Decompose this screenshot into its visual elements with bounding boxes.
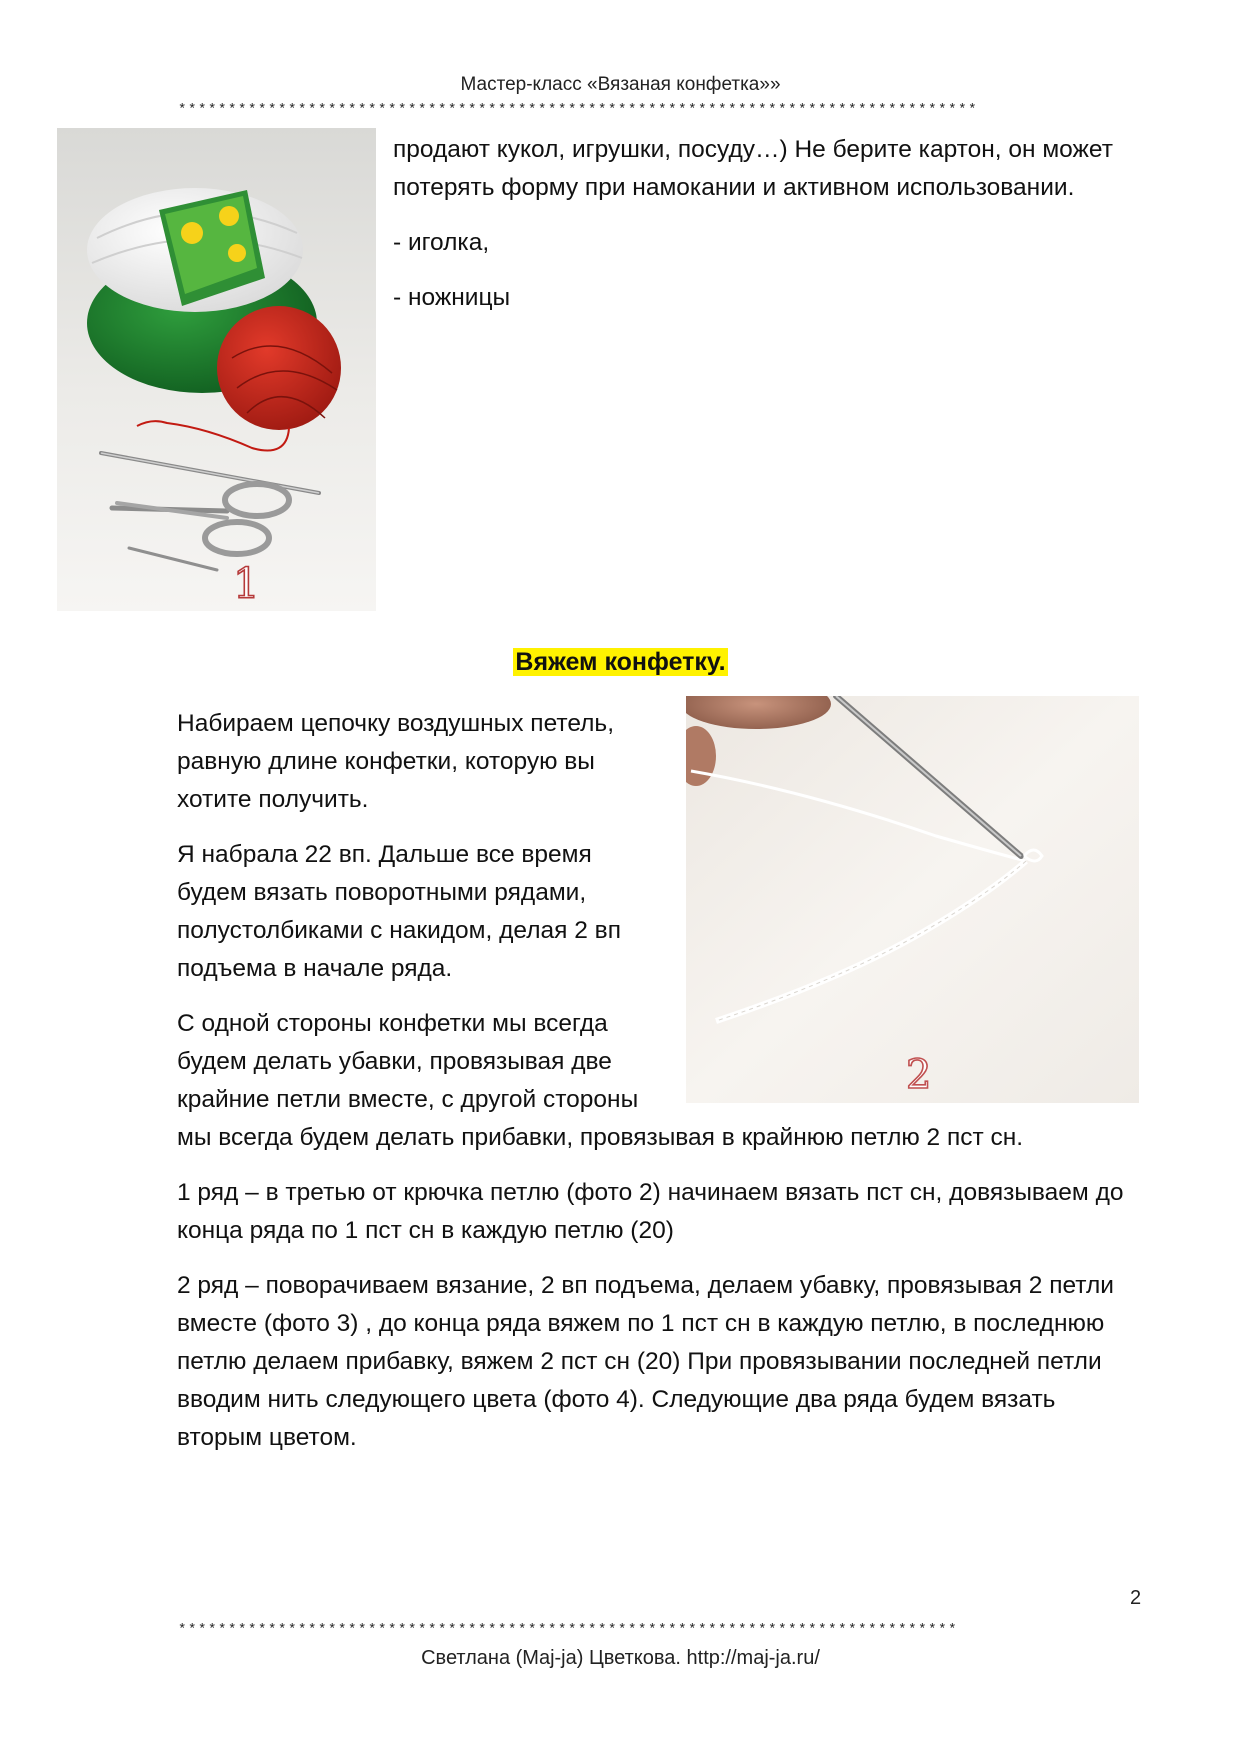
intro-list-item-scissors: - ножницы (393, 284, 511, 311)
photo-2-number: 2 (906, 1052, 932, 1098)
footer-author: Светлана (Maj-ja) Цветкова. http://maj-ja.ru/ (421, 1647, 820, 1669)
paragraph-decreases: С одной стороны конфетки мы всегда будем делать убавки, провязывая две крайние петли вместе, с другой стороны мы всегда будем делать прибавки, провязывая в крайнюю петлю 2 пст сн. (177, 1010, 1024, 1151)
footer-divider: ****************************************************************************** (178, 1622, 959, 1638)
intro-list-item-needle: - иголка, (393, 229, 490, 256)
paragraph-row-1: 1 ряд – в третью от крючка петлю (фото 2) начинаем вязать пст сн, довязываем до конца ряда по 1 пст сн в каждую петлю (20) (177, 1179, 1124, 1244)
intro-text (393, 131, 1153, 334)
chain-photo (686, 696, 1139, 1103)
section-heading (0, 648, 1241, 677)
section-heading-highlight: Вяжем конфетку. (515, 648, 726, 676)
paragraph-row-2: 2 ряд – поворачиваем вязание, 2 вп подъема, делаем убавку, провязывая 2 петли вместе (фото 3) , до конца ряда вяжем по 1 пст сн в каждую петлю, в последнюю петлю делаем прибавку, вяжем 2 пст сн (20) При провязывании последней петли вводим нить следующего цвета (фото 4). Следующие два ряда будем вязать вторым цветом. (177, 1272, 1114, 1451)
materials-photo (57, 128, 376, 611)
paragraph-stitches: Я набрала 22 вп. Дальше все время будем вязать поворотными рядами, полустолбиками с накидом, делая 2 вп подъема в начале ряда. (177, 841, 621, 982)
header-divider: ******************************************************************************** (178, 102, 979, 118)
photo-1-number: 1 (233, 559, 260, 608)
paragraph-chain: Набираем цепочку воздушных петель, равную длине конфетки, которую вы хотите получить. (177, 710, 615, 813)
page-number: 2 (1130, 1587, 1142, 1609)
document-header-title: Мастер-класс «Вязаная конфетка»» (460, 74, 781, 95)
intro-paragraph: продают кукол, игрушки, посуду…) Не берите картон, он может потерять форму при намокании и активном использовании. (393, 136, 1113, 201)
instructions-text (177, 705, 1137, 1474)
